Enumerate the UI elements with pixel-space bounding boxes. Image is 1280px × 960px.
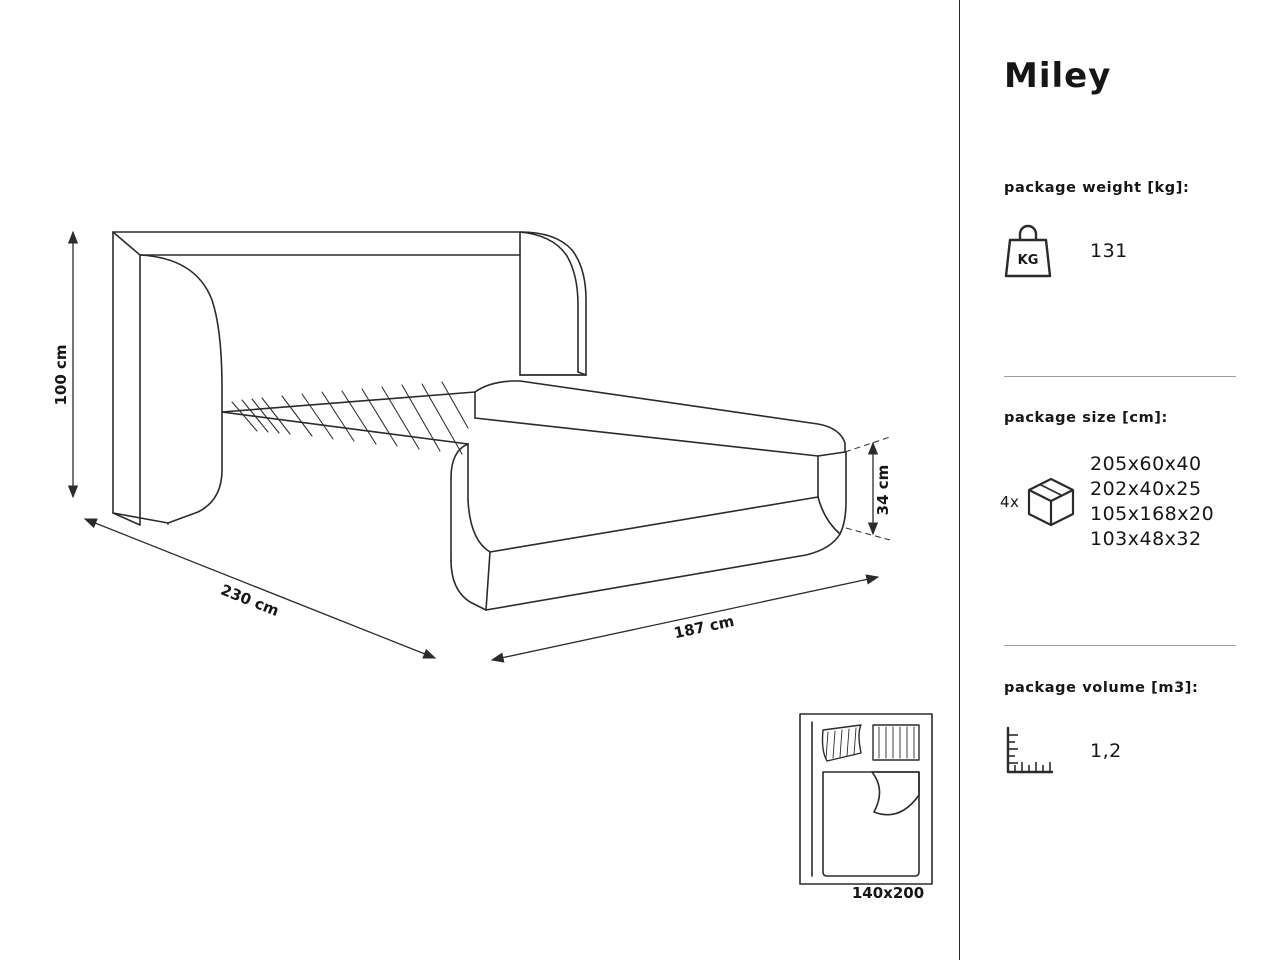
section-label-weight: package weight [kg]:	[1004, 180, 1190, 196]
section-label-volume: package volume [m3]:	[1004, 680, 1199, 696]
info-panel	[960, 0, 1280, 960]
dimension-depth	[85, 519, 435, 658]
section-package-weight	[960, 180, 1280, 282]
section-package-size	[960, 410, 1280, 552]
value-package-weight: 131	[1090, 240, 1128, 263]
bed-outline	[113, 232, 846, 610]
dimension-frame-height-label: 34 cm	[874, 464, 892, 516]
dimension-height-label: 100 cm	[52, 344, 70, 406]
weight-bag-icon	[1000, 222, 1056, 282]
divider-rule-2	[1004, 645, 1236, 646]
package-count-multiplier: 4x	[1000, 493, 1020, 512]
divider-rule-1	[1004, 376, 1236, 377]
page-title: Miley	[1004, 56, 1112, 96]
dimension-depth-label: 230 cm	[218, 580, 282, 620]
dimension-width-label: 187 cm	[672, 611, 736, 643]
ruler-icon	[1000, 722, 1056, 782]
value-package-size: 205x60x40 202x40x25 105x168x20 103x48x32	[1090, 453, 1215, 551]
box-icon	[1025, 474, 1077, 530]
dimension-width	[492, 577, 878, 660]
section-label-size: package size [cm]:	[1004, 410, 1168, 426]
weight-icon-unit: KG	[1017, 253, 1039, 268]
mattress-size-label: 140x200	[851, 884, 925, 902]
mattress-pictogram	[800, 714, 932, 884]
section-package-volume	[960, 680, 1280, 782]
value-package-volume: 1,2	[1090, 740, 1122, 763]
